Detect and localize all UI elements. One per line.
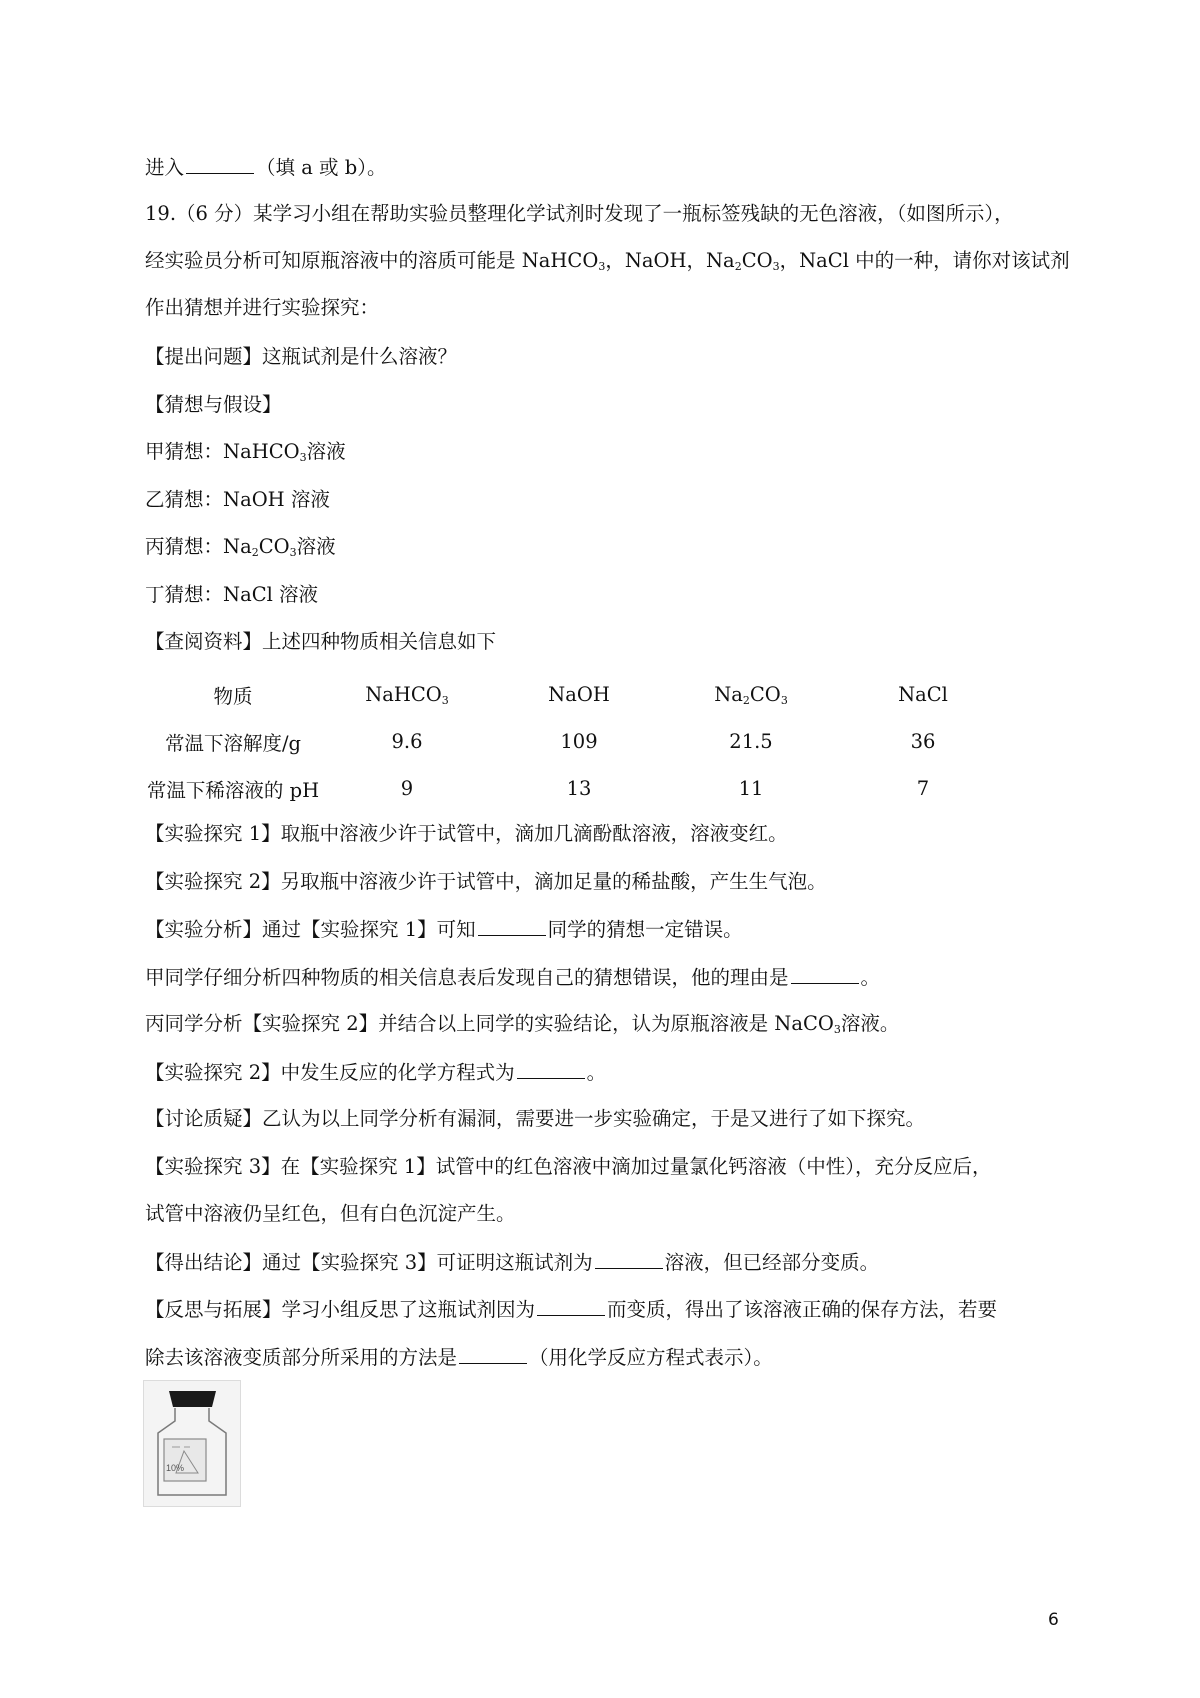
text-fragment: ，NaOH，Na (605, 249, 735, 272)
text-fragment: 【猜想与假设】 (145, 393, 282, 416)
table-row (145, 718, 1009, 765)
subscript: 3 (441, 694, 449, 707)
subscript: 3 (299, 451, 307, 464)
text-line (145, 963, 880, 992)
text-fragment: 溶液，但已经部分变质。 (664, 1251, 880, 1274)
text-fragment: 同学的猜想一定错误。 (547, 918, 743, 941)
text-line (145, 247, 1070, 275)
text-fragment: 。 (860, 966, 881, 989)
text-line (145, 1058, 606, 1087)
text-fragment: Na (714, 683, 743, 706)
table-cell (665, 671, 837, 718)
hypothesis-item (145, 438, 346, 466)
question-19-heading (145, 200, 1014, 228)
text-fragment: 丙猜想：Na (145, 535, 252, 558)
table-cell: 109 (560, 730, 598, 753)
bottle-label-text: 10% (166, 1463, 185, 1473)
text-fragment: NaHCO (365, 683, 442, 706)
text-fragment: 溶液 (296, 535, 336, 558)
text-fragment: 【查阅资料】上述四种物质相关信息如下 (145, 630, 497, 653)
answer-blank (537, 1295, 605, 1316)
answer-blank (478, 915, 546, 936)
text-line (145, 153, 386, 182)
text-fragment: 丙同学分析【实验探究 2】并结合以上同学的实验结论，认为原瓶溶液是 NaCO (145, 1012, 834, 1035)
text-fragment: 甲同学仔细分析四种物质的相关信息表后发现自己的猜想错误，他的理由是 (145, 966, 789, 989)
text-line (145, 1105, 925, 1133)
text-fragment: 【实验探究 3】在【实验探究 1】试管中的红色溶液中滴加过量氯化钙溶液（中性），充分反应后， (145, 1155, 992, 1178)
text-fragment: 19.（6 分）某学习小组在帮助实验员整理化学试剂时发现了一瓶标签残缺的无色溶液，（如图所示）， (145, 202, 1014, 225)
text-line (145, 820, 788, 848)
table-cell: 7 (916, 777, 930, 800)
text-fragment: 乙猜想：NaOH 溶液 (145, 488, 330, 511)
text-fragment: 【得出结论】通过【实验探究 3】可证明这瓶试剂为 (145, 1251, 593, 1274)
text-fragment: CO (258, 535, 290, 558)
hypothesis-item (145, 581, 318, 609)
text-fragment: 【实验探究 2】中发生反应的化学方程式为 (145, 1061, 515, 1084)
text-fragment: 【提出问题】这瓶试剂是什么溶液？ (145, 345, 458, 368)
answer-blank (186, 153, 254, 174)
text-fragment: CO (741, 249, 773, 272)
table-cell: 9 (400, 777, 414, 800)
text-fragment: 进入 (145, 156, 185, 179)
table-cell: 常温下稀溶液的 pH (146, 778, 320, 802)
text-fragment: 除去该溶液变质部分所采用的方法是 (145, 1346, 458, 1369)
reagent-bottle-figure (143, 1380, 241, 1507)
hypothesis-item (145, 533, 336, 561)
section-heading (145, 391, 282, 419)
answer-blank (791, 963, 859, 984)
text-fragment: 作出猜想并进行实验探究： (145, 296, 380, 319)
subscript: 2 (251, 546, 259, 559)
text-fragment: （用化学反应方程式表示）。 (529, 1346, 773, 1369)
table-row (145, 765, 1009, 812)
subscript: 3 (833, 1023, 841, 1036)
table-header-row (145, 671, 1009, 718)
text-line (145, 915, 743, 944)
text-fragment: 【实验分析】通过【实验探究 1】可知 (145, 918, 476, 941)
text-fragment: 【实验探究 2】另取瓶中溶液少许于试管中，滴加足量的稀盐酸，产生生气泡。 (145, 870, 827, 893)
table-cell: 常温下溶解度/g (164, 731, 302, 755)
text-fragment: 溶液。 (840, 1012, 900, 1035)
subscript: 3 (772, 260, 780, 273)
subscript: 3 (289, 546, 297, 559)
text-fragment: ，NaCl 中的一种，请你对该试剂 (779, 249, 1070, 272)
page-number: 6 (1048, 1610, 1059, 1630)
section-heading (145, 343, 457, 371)
text-fragment: CO (749, 683, 781, 706)
answer-blank (595, 1248, 663, 1269)
table-cell: 21.5 (729, 730, 773, 753)
subscript: 3 (598, 260, 606, 273)
text-fragment: 丁猜想：NaCl 溶液 (145, 583, 319, 606)
text-fragment: 经实验员分析可知原瓶溶液中的溶质可能是 NaHCO (145, 249, 599, 272)
text-fragment: 。 (586, 1061, 607, 1084)
text-fragment: 【实验探究 1】取瓶中溶液少许于试管中，滴加几滴酚酞溶液，溶液变红。 (145, 822, 788, 845)
table-cell: 9.6 (391, 730, 423, 753)
table-cell: 11 (738, 777, 764, 800)
table-cell: NaOH (548, 683, 610, 706)
text-line (145, 1010, 899, 1038)
subscript: 2 (742, 694, 750, 707)
answer-blank (459, 1343, 527, 1364)
subscript: 3 (780, 694, 788, 707)
text-fragment: 溶液 (306, 440, 346, 463)
text-line (145, 1343, 773, 1372)
text-fragment: 试管中溶液仍呈红色，但有白色沉淀产生。 (145, 1202, 516, 1225)
section-heading (145, 628, 496, 656)
text-line (145, 1295, 997, 1324)
table-cell: 物质 (213, 684, 253, 708)
text-fragment: 【讨论质疑】乙认为以上同学分析有漏洞，需要进一步实验确定，于是又进行了如下探究。 (145, 1107, 926, 1130)
table-cell: 36 (910, 730, 936, 753)
text-fragment: 甲猜想：NaHCO (145, 440, 300, 463)
text-line (145, 1153, 991, 1181)
text-line (145, 294, 379, 322)
table-cell (321, 671, 493, 718)
text-fragment: 而变质，得出了该溶液正确的保存方法，若要 (607, 1298, 998, 1321)
text-line (145, 868, 827, 896)
answer-blank (517, 1058, 585, 1079)
table-cell: NaCl (898, 683, 948, 706)
hypothesis-item (145, 486, 330, 514)
reagent-bottle-icon (144, 1381, 240, 1506)
subscript: 2 (734, 260, 742, 273)
text-fragment: （填 a 或 b）。 (256, 156, 387, 179)
table-cell: 13 (566, 777, 592, 800)
text-fragment: 【反思与拓展】学习小组反思了这瓶试剂因为 (145, 1298, 536, 1321)
text-line (145, 1200, 516, 1228)
substance-info-table (145, 671, 1009, 812)
text-line (145, 1248, 879, 1277)
